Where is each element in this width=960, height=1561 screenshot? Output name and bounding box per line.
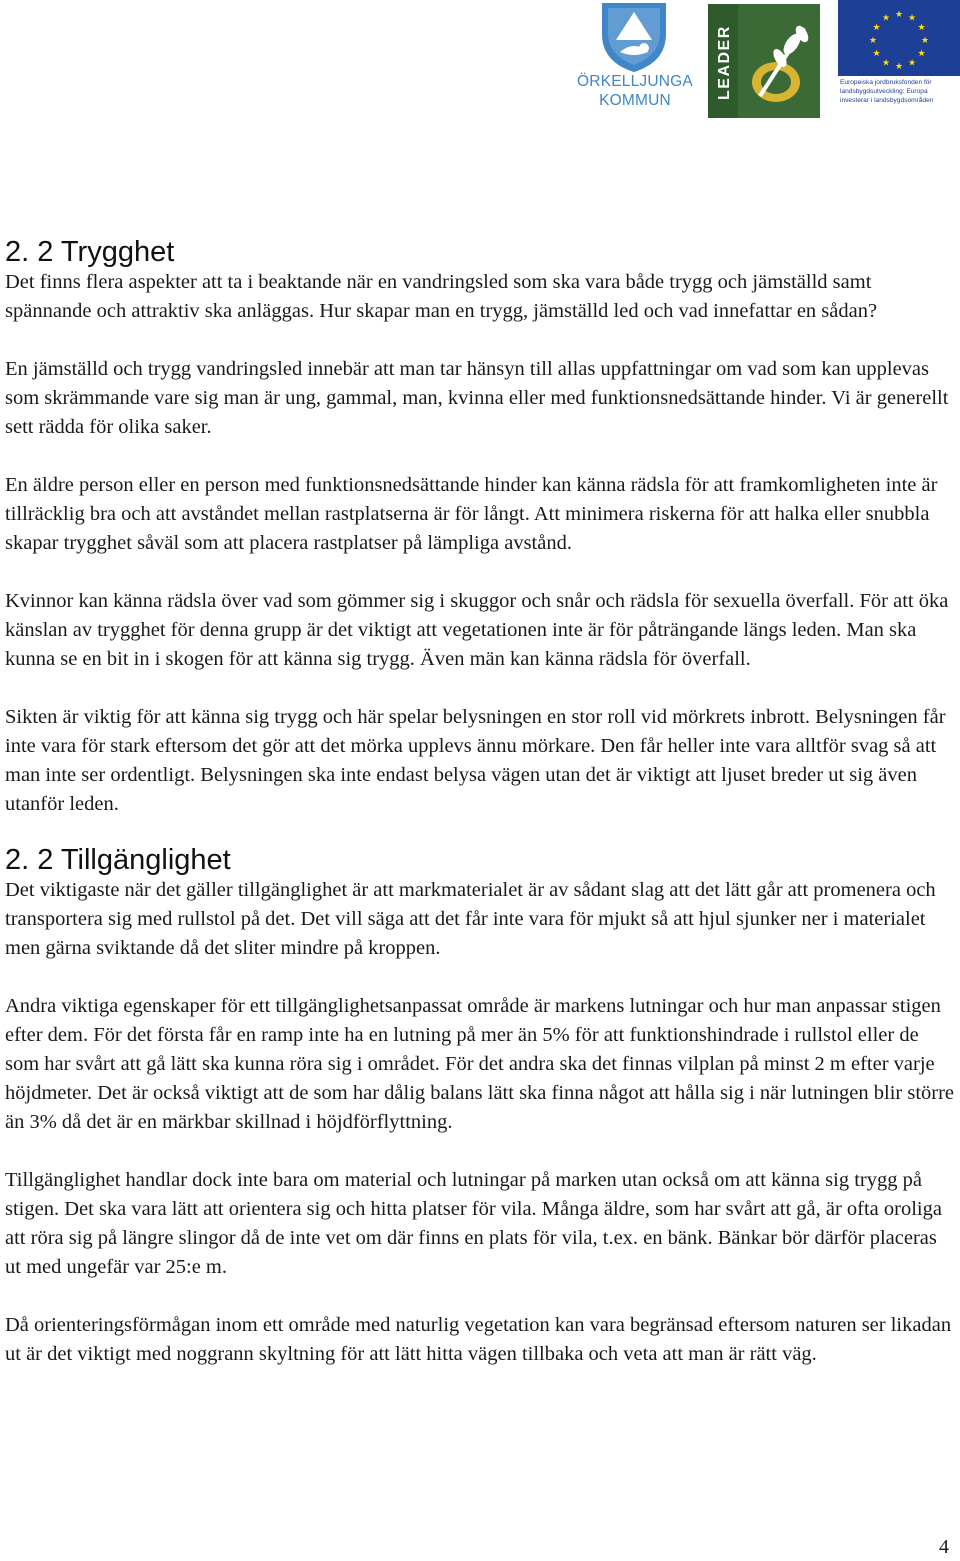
header-logos [572, 0, 960, 122]
svg-text:★: ★ [872, 49, 881, 59]
leader-emblem-icon [708, 4, 820, 118]
svg-text:★: ★ [917, 49, 926, 59]
svg-text:★: ★ [881, 58, 891, 69]
municipal-coat-of-arms-icon [572, 0, 696, 74]
orkelljunga-kommun-logo [572, 0, 696, 122]
svg-text:★: ★ [881, 13, 891, 24]
kommun-logo-text-line1: ÖRKELLJUNGA [577, 73, 693, 90]
paragraph: Då orienteringsförmågan inom ett område med naturlig vegetation kan vara begränsad eftersom naturen ser likadan ut är det viktigt med noggrann skyltning för att lätt hitta vägen tillbaka och veta att man är rätt väg. [5, 1314, 952, 1365]
paragraph: Tillgänglighet handlar dock inte bara om material och lutningar på marken utan också om att känna sig trygg på stigen. Det ska vara lätt att orientera sig och hitta platser för vila. Många äldre, som har svårt att gå, är ofta oroliga att röra sig på längre slingor då de inte vet om där finns en plats för vila, t.ex. en bänk. Bänkar bör därför placeras ut med ungefär var 25:e m. [5, 1169, 942, 1278]
svg-text:★: ★ [907, 58, 917, 69]
eu-flag-icon [838, 0, 960, 76]
page-number: 4 [939, 1536, 949, 1558]
svg-text:★: ★ [894, 10, 904, 20]
section-heading-tillganglighet: 2. 2 Tillgänglighet [5, 844, 231, 876]
paragraph: Sikten är viktig för att känna sig trygg och här spelar belysningen en stor roll vid mörkrets inbrott. Belysningen får inte vara för stark eftersom det gör att det mörka upplevs ännu mörkare. Den får heller inte vara alltför svag så att man inte ser ordentligt. Belysningen ska inte endast belysa vägen utan det är viktigt att ljuset breder ut sig även utanför leden. [5, 706, 946, 815]
kommun-logo-text-line2: KOMMUN [599, 92, 671, 109]
leader-logo-text: LEADER [716, 25, 733, 100]
section-trygghet [5, 233, 955, 819]
section-tillganglighet [5, 841, 955, 1369]
paragraph: En jämställd och trygg vandringsled innebär att man tar hänsyn till allas uppfattningar om vad som kan upplevas som skrämmande vare sig man är ung, gammal, man, kvinna eller med funktionsnedsättande hinder. Vi är generellt sett rädda för olika saker. [5, 358, 949, 438]
svg-text:★: ★ [917, 23, 926, 33]
document-body [5, 233, 955, 1369]
paragraph: Andra viktiga egenskaper för ett tillgänglighetsanpassat område är markens lutningar och hur man anpassar stigen efter dem. För det första får en ramp inte ha en lutning på mer än 5% för att funktionshindrade i rullstol eller de som har svårt att gå lätt ska kunna röra sig i området. För det andra ska det finnas vilplan på minst 2 m efter varje höjdmeter. Det är också viktigt att de som har dålig balans lätt ska finna något att hålla sig i när lutningen blir större än 3% då det är en märkbar skillnad i höjdförflyttning. [5, 995, 955, 1133]
section-heading-trygghet: 2. 2 Trygghet [5, 236, 175, 268]
eu-flag-logo [838, 0, 960, 122]
svg-text:★: ★ [872, 23, 881, 33]
svg-text:★: ★ [920, 36, 930, 46]
paragraph: Det viktigaste när det gäller tillgänglighet är att markmaterialet är av sådant slag att det lätt går att promenera och transportera sig med rullstol på det. Det vill säga att det får inte vara för mjukt så att hjul sjunker ner i materialet men gärna sviktande då det sliter mindre på kroppen. [5, 879, 936, 959]
paragraph: Kvinnor kan känna rädsla över vad som gömmer sig i skuggor och snår och rädsla för sexuella överfall. För att öka känslan av trygghet för denna grupp är det viktigt att vegetationen inte är för påträngande längs leden. Man ska kunna se en bit in i skogen för att känna sig trygg. Även män kan känna rädsla för överfall. [5, 590, 949, 670]
kommun-logo-text [574, 72, 696, 110]
leader-logo [708, 4, 820, 118]
paragraph: En äldre person eller en person med funktionsnedsättande hinder kan känna rädsla för att framkomligheten inte är tillräcklig bra och att avståndet mellan rastplatserna är för långt. Att minimera riskerna för att halka eller snubbla skapar trygghet såväl som att placera rastplatser på lämpliga avstånd. [5, 474, 938, 554]
svg-text:★: ★ [868, 36, 878, 46]
paragraph: Det finns flera aspekter att ta i beaktande när en vandringsled som ska vara både trygg och jämställd samt spännande och attraktiv ska anläggas. Hur skapar man en trygg, jämställd led och vad innefattar en sådan? [5, 271, 878, 322]
svg-text:★: ★ [894, 62, 904, 72]
eu-logo-caption: Europeiska jordbruksfonden för landsbygdsutveckling: Europa investerar i landsbygdsområden [840, 79, 934, 104]
svg-text:★: ★ [907, 13, 917, 24]
